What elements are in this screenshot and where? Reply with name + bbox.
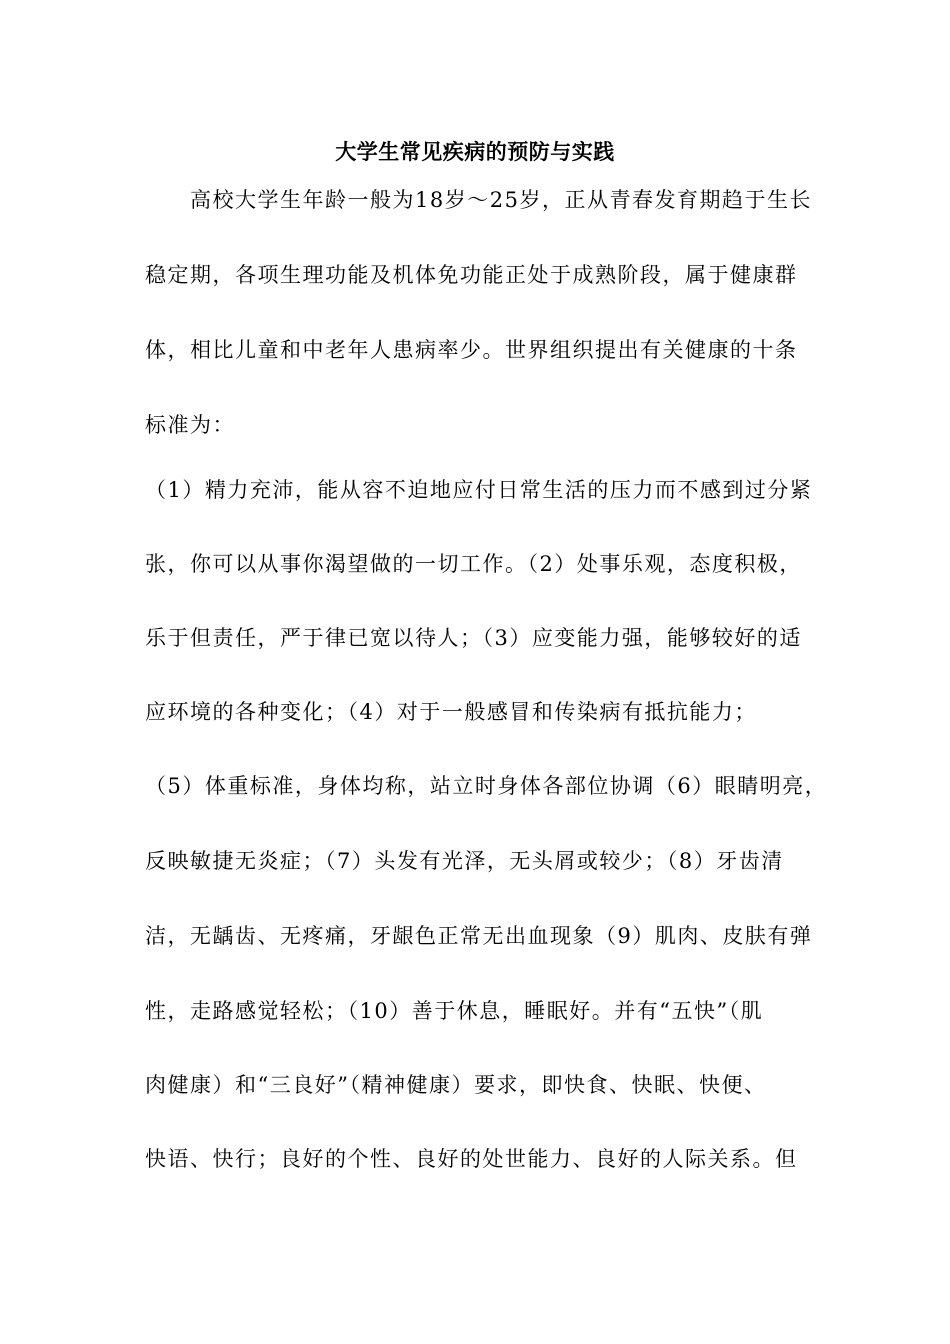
- paragraph-line: 高校大学生年龄一般为18岁～25岁，正从青春发育期趋于生长: [145, 188, 812, 212]
- paragraph-line: 性，走路感觉轻松；（10）善于休息，睡眠好。并有“五快”（肌: [145, 999, 764, 1023]
- paragraph-line: 稳定期，各项生理功能及机体免功能正处于成熟阶段，属于健康群: [145, 263, 798, 287]
- paragraph-line: 洁，无龋齿、无疼痛，牙龈色正常无出血现象（9）肌肉、皮肤有弹: [145, 924, 813, 948]
- document-title: 大学生常见疾病的预防与实践: [335, 139, 615, 164]
- paragraph-line: 肉健康）和“三良好”（精神健康）要求，即快食、快眠、快便、: [145, 1073, 767, 1097]
- paragraph-line: 体，相比儿童和中老年人患病率少。世界组织提出有关健康的十条: [145, 338, 798, 362]
- paragraph-line: 乐于但责任，严于律已宽以待人；（3）应变能力强，能够较好的适: [145, 626, 802, 650]
- paragraph-line: 应环境的各种变化；（4）对于一般感冒和传染病有抵抗能力；: [145, 700, 757, 724]
- paragraph-line: （1）精力充沛，能从容不迫地应付日常生活的压力而不感到过分紧: [145, 478, 813, 502]
- paragraph-line: 张，你可以从事你渴望做的一切工作。（2）处事乐观，态度积极，: [145, 552, 802, 576]
- paragraph-line: 反映敏捷无炎症；（7）头发有光泽，无头屑或较少；（8）牙齿清: [145, 849, 784, 873]
- paragraph-line: 快语、快行；良好的个性、良好的处世能力、良好的人际关系。但: [145, 1147, 798, 1171]
- paragraph-line: （5）体重标准，身体均称，站立时身体各部位协调（6）眼睛明亮，: [145, 774, 828, 798]
- paragraph-line: 标准为：: [145, 413, 235, 437]
